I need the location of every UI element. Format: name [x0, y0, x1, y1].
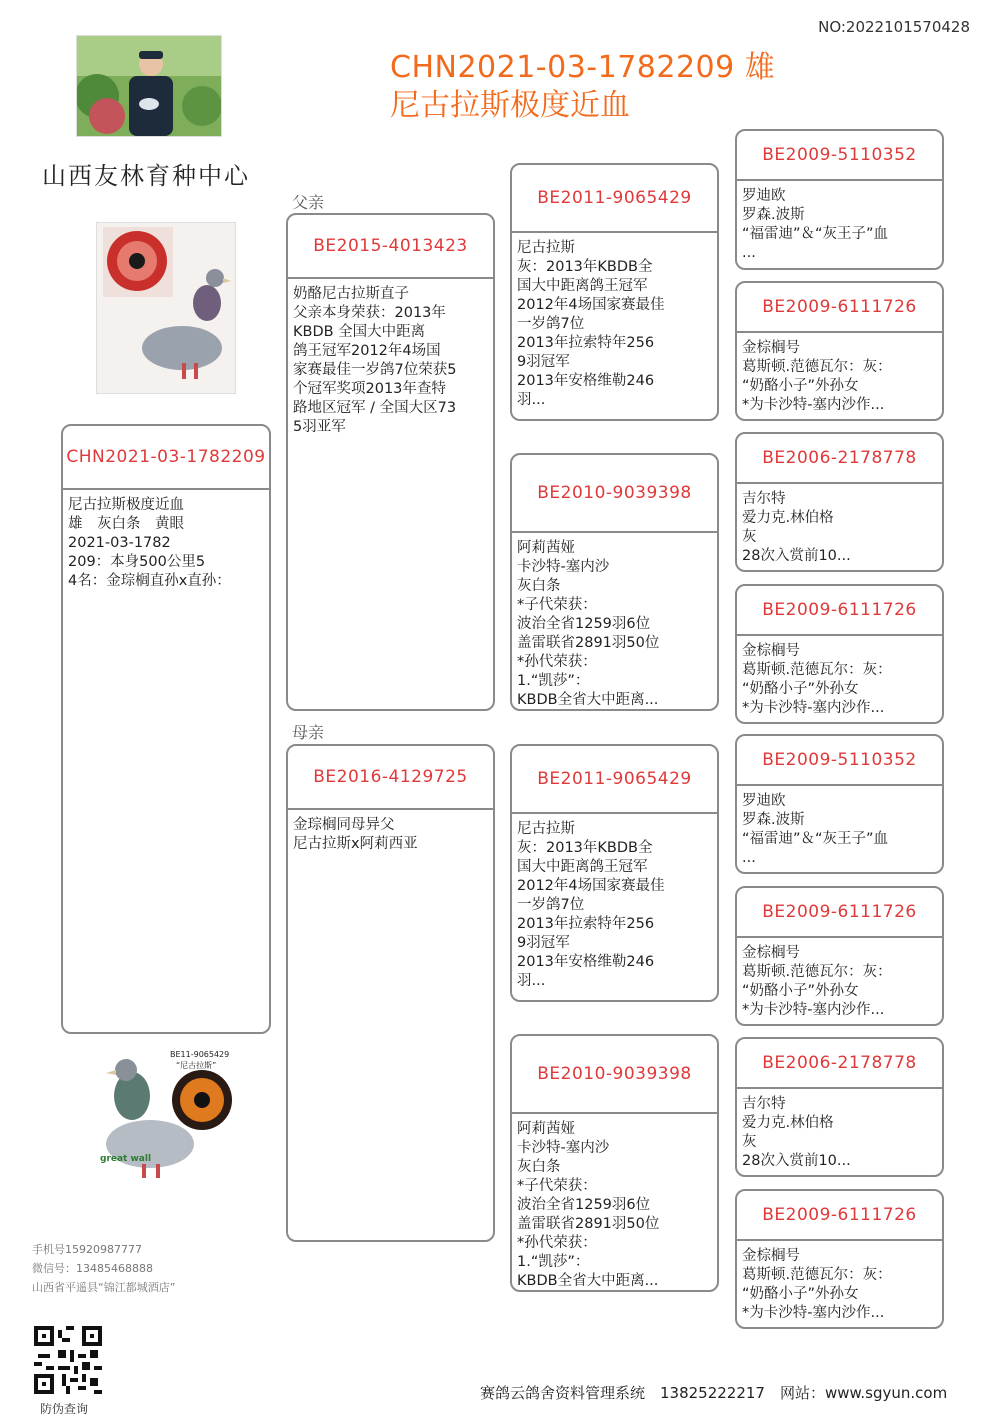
- great-grandparent-details: 吉尔特 爱力克.林伯格 灰 28次入赏前10...: [742, 1096, 851, 1169]
- grandparent-details: 尼古拉斯 灰：2013年KBDB全 国大中距离鸽王冠军 2012年4场国家赛最佳 一岁鸽7位 2013年拉索特年256 9羽冠军 2013年安格维勒246 羽...: [517, 240, 665, 408]
- grandparent-ring: BE2010-9039398: [512, 455, 717, 533]
- grandparent-details: 阿莉茜娅 卡沙特-塞内沙 灰白条 *子代荣获： 波治全省1259羽6位 盖雷联省2891羽50位 *孙代荣获： 1.“凯莎”： KBDB全省大中距离...: [517, 1121, 660, 1289]
- great-grandparent-details: 罗迪欧 罗森.波斯 “福雷迪”＆“灰王子”血 ...: [742, 793, 889, 866]
- grandparent-ring: BE2010-9039398: [512, 1036, 717, 1114]
- great-grandparent-details: 金棕榈号 葛斯顿.范德瓦尔：灰： “奶酪小子”外孙女 *为卡沙特-塞内沙作...: [742, 1248, 892, 1321]
- page-title-ring: CHN2021-03-1782209 雄: [390, 50, 776, 85]
- photo-name-text: “尼古拉斯”: [176, 1061, 217, 1070]
- great-grandparent-card[interactable]: [735, 734, 944, 874]
- contact-address: 山西省平遥县“锦江都城酒店”: [32, 1281, 176, 1294]
- great-grandparent-ring: BE2009-6111726: [737, 283, 942, 333]
- mother-ring: BE2016-4129725: [288, 746, 493, 810]
- great-grandparent-ring: BE2006-2178778: [737, 1039, 942, 1089]
- great-grandparent-ring: BE2006-2178778: [737, 434, 942, 484]
- great-grandparent-card[interactable]: [735, 1037, 944, 1177]
- great-grandparent-ring: BE2009-6111726: [737, 1191, 942, 1241]
- great-grandparent-ring: BE2009-5110352: [737, 131, 942, 181]
- grandparent-card[interactable]: [510, 744, 719, 1002]
- great-grandparent-ring: BE2009-5110352: [737, 736, 942, 786]
- father-details: 奶酪尼古拉斯直子 父亲本身荣获：2013年 KBDB 全国大中距离 鸽王冠军2012年4场国 家赛最佳一岁鸽7位荣获5 个冠军奖项2013年查特 路地区冠军 / 全国大区73 5羽亚军: [293, 286, 457, 435]
- grandparent-details: 尼古拉斯 灰：2013年KBDB全 国大中距离鸽王冠军 2012年4场国家赛最佳 一岁鸽7位 2013年拉索特年256 9羽冠军 2013年安格维勒246 羽...: [517, 821, 665, 989]
- subject-details: 尼古拉斯极度近血 雄 灰白条 黄眼 2021-03-1782 209：本身500公里5 4名：金琮榈直孙x直孙：: [68, 497, 231, 589]
- mother-label: 母亲: [292, 723, 325, 742]
- great-grandparent-ring: BE2009-6111726: [737, 888, 942, 938]
- contact-phone: 手机号15920987777: [32, 1243, 142, 1256]
- qr-code-icon[interactable]: [34, 1326, 102, 1394]
- grandparent-ring: BE2011-9065429: [512, 746, 717, 814]
- photo-brand-text: great wall: [100, 1154, 152, 1164]
- subject-ring: CHN2021-03-1782209: [63, 426, 269, 490]
- great-grandparent-card[interactable]: [735, 129, 944, 270]
- contact-wechat: 微信号：13485468888: [32, 1262, 153, 1275]
- great-grandparent-details: 吉尔特 爱力克.林伯格 灰 28次入赏前10...: [742, 491, 851, 564]
- father-ring: BE2015-4013423: [288, 215, 493, 279]
- mother-card[interactable]: [286, 744, 495, 1242]
- grandparent-card[interactable]: [510, 453, 719, 711]
- grandparent-details: 阿莉茜娅 卡沙特-塞内沙 灰白条 *子代荣获： 波治全省1259羽6位 盖雷联省2891羽50位 *孙代荣获： 1.“凯莎”： KBDB全省大中距离...: [517, 540, 660, 708]
- qr-label: 防伪查询: [40, 1402, 89, 1416]
- father-label: 父亲: [292, 193, 325, 212]
- owner-photo: [76, 35, 222, 137]
- great-grandparent-details: 金棕榈号 葛斯顿.范德瓦尔：灰： “奶酪小子”外孙女 *为卡沙特-塞内沙作...: [742, 945, 892, 1018]
- grandparent-card[interactable]: [510, 163, 719, 421]
- father-card[interactable]: [286, 213, 495, 711]
- great-grandparent-details: 金棕榈号 葛斯顿.范德瓦尔：灰： “奶酪小子”外孙女 *为卡沙特-塞内沙作...: [742, 643, 892, 716]
- great-grandparent-details: 罗迪欧 罗森.波斯 “福雷迪”＆“灰王子”血 ...: [742, 188, 889, 261]
- great-grandparent-card[interactable]: [735, 432, 944, 572]
- page-title-name: 尼古拉斯极度近血: [390, 88, 630, 123]
- footer-info: 赛鸽云鸽舍资料管理系统 13825222217 网站：www.sgyun.com: [480, 1384, 948, 1402]
- sire-pigeon-photo: [96, 1048, 234, 1184]
- photo-ring-text: BE11-9065429: [170, 1050, 230, 1059]
- breeding-center-name: 山西友林育种中心: [42, 162, 250, 190]
- subject-card[interactable]: [61, 424, 271, 1034]
- pigeon-poster-photo: [96, 222, 236, 394]
- great-grandparent-card[interactable]: [735, 584, 944, 724]
- mother-details: 金琮榈同母异父 尼古拉斯x阿莉西亚: [293, 817, 418, 852]
- document-number: NO:2022101570428: [818, 18, 970, 36]
- great-grandparent-ring: BE2009-6111726: [737, 586, 942, 636]
- great-grandparent-details: 金棕榈号 葛斯顿.范德瓦尔：灰： “奶酪小子”外孙女 *为卡沙特-塞内沙作...: [742, 340, 892, 413]
- grandparent-ring: BE2011-9065429: [512, 165, 717, 233]
- great-grandparent-card[interactable]: [735, 886, 944, 1026]
- grandparent-card[interactable]: [510, 1034, 719, 1292]
- great-grandparent-card[interactable]: [735, 281, 944, 421]
- great-grandparent-card[interactable]: [735, 1189, 944, 1329]
